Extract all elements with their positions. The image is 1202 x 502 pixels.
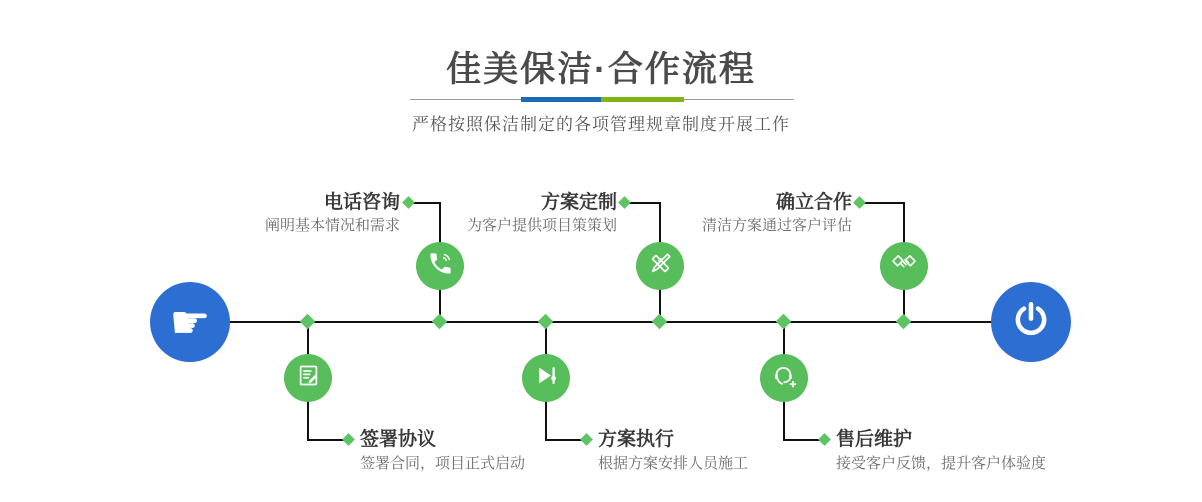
step-circle-sign [284,354,332,402]
step-circle-execute [522,354,570,402]
label-diamond [342,433,355,446]
label-diamond [402,196,415,209]
timeline-node-diamond [896,314,912,330]
step-desc-plan: 为客户提供项目策策划 [466,217,617,234]
title-divider-blue-segment [521,97,601,102]
timeline-node-diamond [432,314,448,330]
timeline-end-node [991,282,1071,362]
step-circle-cooperate [880,242,928,290]
timeline-node-diamond [652,314,668,330]
step-title-execute: 方案执行 [598,429,675,450]
step-title-plan: 方案定制 [540,192,617,213]
step-desc-sign: 签署合同，项目正式启动 [360,455,526,472]
step-title-sign: 签署协议 [360,429,437,450]
page-title: 佳美保洁·合作流程 [446,50,756,89]
step-title-phone: 电话咨询 [323,192,400,213]
step-title-aftersales: 售后维护 [836,429,913,450]
step-desc-execute: 根据方案安排人员施工 [598,455,749,472]
step-title-cooperate: 确立合作 [775,192,852,213]
label-diamond [853,196,866,209]
timeline-node-diamond [300,314,316,330]
hand-pointing-right-icon: ☛ [169,295,211,349]
connector-cooperate-label [860,202,905,204]
phone-icon [427,250,454,282]
play-execute-icon [533,362,560,394]
page-subtitle: 严格按照保洁制定的各项管理规章制度开展工作 [412,115,790,134]
step-desc-aftersales: 接受客户反馈，提升客户体验度 [836,455,1047,472]
step-circle-plan [636,242,684,290]
timeline-start-node [150,282,230,362]
title-divider-green-segment [601,97,684,102]
step-circle-phone [416,242,464,290]
sign-document-icon [295,362,322,394]
step-desc-cooperate: 清洁方案通过客户评估 [701,217,852,234]
handshake-icon [890,250,918,283]
step-desc-phone: 阐明基本情况和需求 [264,217,400,234]
label-diamond [618,196,631,209]
label-diamond [818,433,831,446]
timeline-node-diamond [538,314,554,330]
pencil-ruler-icon [647,250,674,282]
power-icon [1010,299,1052,346]
step-circle-aftersales [760,354,808,402]
headset-support-icon [770,362,798,395]
label-diamond [580,433,593,446]
timeline-node-diamond [776,314,792,330]
